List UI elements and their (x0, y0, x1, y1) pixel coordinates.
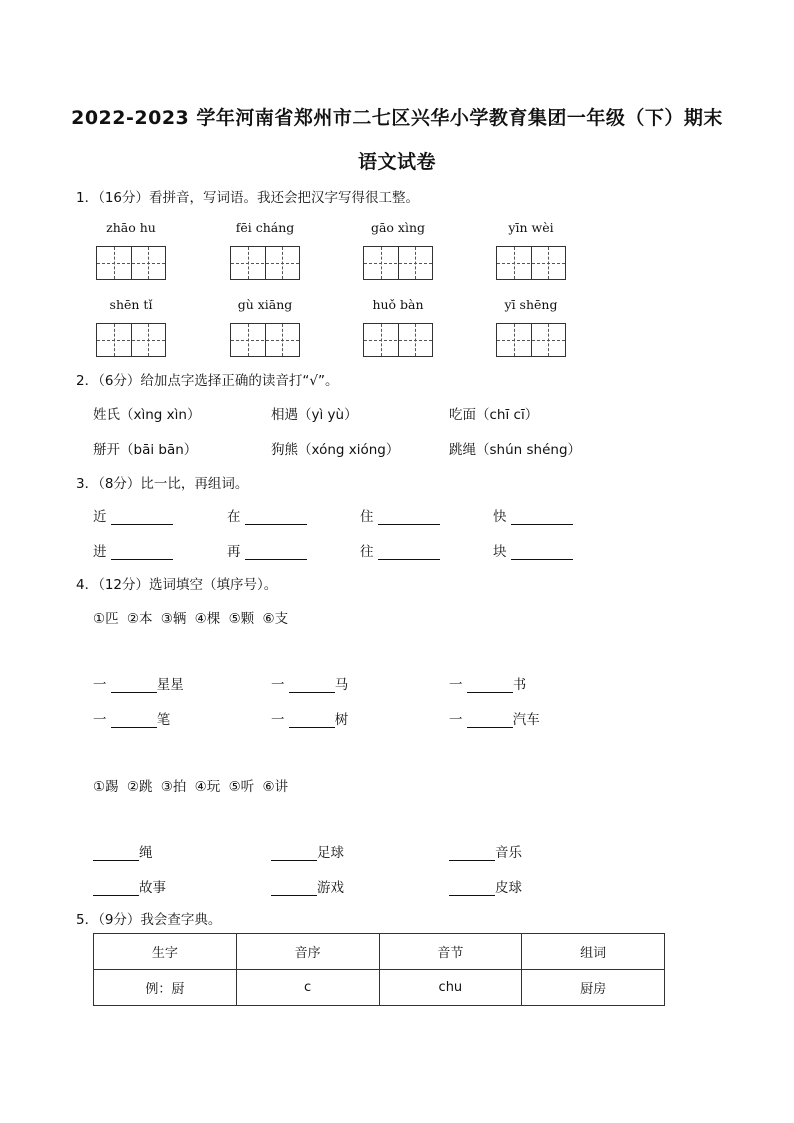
answer-blank[interactable] (93, 881, 139, 896)
answer-blank[interactable] (289, 678, 335, 693)
compare-char: 再 (227, 544, 241, 560)
prefix-one: 一 (271, 712, 285, 728)
fill-item: 笔 (156, 712, 171, 728)
answer-blank[interactable] (271, 881, 317, 896)
writing-grid[interactable] (230, 323, 300, 357)
answer-blank[interactable] (511, 545, 573, 560)
fill-item: 树 (334, 712, 349, 728)
answer-blank[interactable] (111, 713, 157, 728)
reading-choice-item[interactable]: 狗熊（xóng xióng） (271, 442, 400, 458)
reading-choice-item[interactable]: 姓氏（xìng xìn） (93, 407, 201, 423)
reading-choice-item[interactable]: 相遇（yì yù） (271, 407, 358, 423)
table-cell: chu (379, 970, 522, 1006)
pinyin-label: gāo xìng (370, 220, 426, 235)
compare-char: 块 (493, 544, 507, 560)
writing-grid[interactable] (363, 323, 433, 357)
pinyin-label: gù xiāng (237, 297, 293, 312)
answer-blank[interactable] (93, 846, 139, 861)
reading-choice-item[interactable]: 吃面（chī cī） (449, 407, 539, 423)
measure-word-options: ①匹 ②本 ③辆 ④棵 ⑤颗 ⑥支 (93, 611, 289, 627)
answer-blank[interactable] (111, 545, 173, 560)
pinyin-label: zhāo hu (106, 220, 156, 235)
answer-blank[interactable] (245, 510, 307, 525)
table-cell: 例：厨 (94, 970, 237, 1006)
writing-grid[interactable] (496, 323, 566, 357)
table-row (94, 970, 665, 1006)
fill-item: 绳 (139, 845, 153, 861)
answer-blank[interactable] (449, 846, 495, 861)
question-4-stem: 4．（12分）选词填空（填序号）。 (76, 577, 278, 593)
writing-grid[interactable] (96, 246, 166, 280)
writing-grid[interactable] (363, 246, 433, 280)
compare-char: 进 (93, 544, 107, 560)
answer-blank[interactable] (111, 678, 157, 693)
compare-char: 在 (227, 509, 241, 525)
verb-options: ①踢 ②跳 ③拍 ④玩 ⑤听 ⑥讲 (93, 779, 289, 795)
reading-choice-item[interactable]: 掰开（bāi bān） (93, 442, 198, 458)
fill-item: 皮球 (495, 880, 522, 896)
fill-item: 故事 (139, 880, 166, 896)
answer-blank[interactable] (289, 713, 335, 728)
fill-item: 马 (334, 677, 349, 693)
fill-item: 汽车 (512, 712, 540, 728)
table-cell: 厨房 (522, 970, 665, 1006)
dictionary-table (93, 933, 665, 1006)
question-5-stem: 5．（9分）我会查字典。 (76, 912, 222, 928)
table-header-row (94, 934, 665, 970)
answer-blank[interactable] (245, 545, 307, 560)
writing-grid[interactable] (96, 323, 166, 357)
question-1-stem: 1．（16分）看拼音，写词语。我还会把汉字写得很工整。 (76, 190, 420, 206)
writing-grid[interactable] (230, 246, 300, 280)
fill-item: 星星 (156, 677, 184, 693)
fill-item: 足球 (317, 845, 344, 861)
compare-char: 近 (93, 509, 107, 525)
prefix-one: 一 (271, 677, 285, 693)
prefix-one: 一 (449, 712, 463, 728)
table-header-cell: 音节 (379, 934, 522, 970)
compare-char: 快 (493, 509, 507, 525)
pinyin-label: shēn tǐ (109, 297, 153, 312)
prefix-one: 一 (93, 712, 107, 728)
pinyin-label: yīn wèi (508, 220, 554, 235)
exam-title-line1: 2022-2023 学年河南省郑州市二七区兴华小学教育集团一年级（下）期末 (71, 107, 723, 129)
fill-item: 游戏 (317, 880, 344, 896)
table-header-cell: 音序 (236, 934, 379, 970)
fill-item: 书 (512, 677, 527, 693)
prefix-one: 一 (93, 677, 107, 693)
reading-choice-item[interactable]: 跳绳（shún shéng） (449, 442, 582, 458)
answer-blank[interactable] (378, 545, 440, 560)
question-3-stem: 3．（8分）比一比，再组词。 (76, 476, 249, 492)
answer-blank[interactable] (467, 678, 513, 693)
table-header-cell: 生字 (94, 934, 237, 970)
answer-blank[interactable] (111, 510, 173, 525)
answer-blank[interactable] (378, 510, 440, 525)
answer-blank[interactable] (271, 846, 317, 861)
compare-char: 往 (360, 544, 374, 560)
writing-grid[interactable] (496, 246, 566, 280)
answer-blank[interactable] (449, 881, 495, 896)
pinyin-label: huǒ bàn (372, 297, 424, 312)
question-2-stem: 2．（6分）给加点字选择正确的读音打“√”。 (76, 373, 339, 389)
pinyin-label: yī shēng (504, 297, 558, 312)
answer-blank[interactable] (467, 713, 513, 728)
answer-blank[interactable] (511, 510, 573, 525)
exam-title-line2: 语文试卷 (357, 151, 436, 173)
table-cell: c (236, 970, 379, 1006)
pinyin-label: fēi cháng (235, 220, 295, 235)
prefix-one: 一 (449, 677, 463, 693)
compare-char: 住 (360, 509, 374, 525)
fill-item: 音乐 (495, 845, 522, 861)
table-header-cell: 组词 (522, 934, 665, 970)
